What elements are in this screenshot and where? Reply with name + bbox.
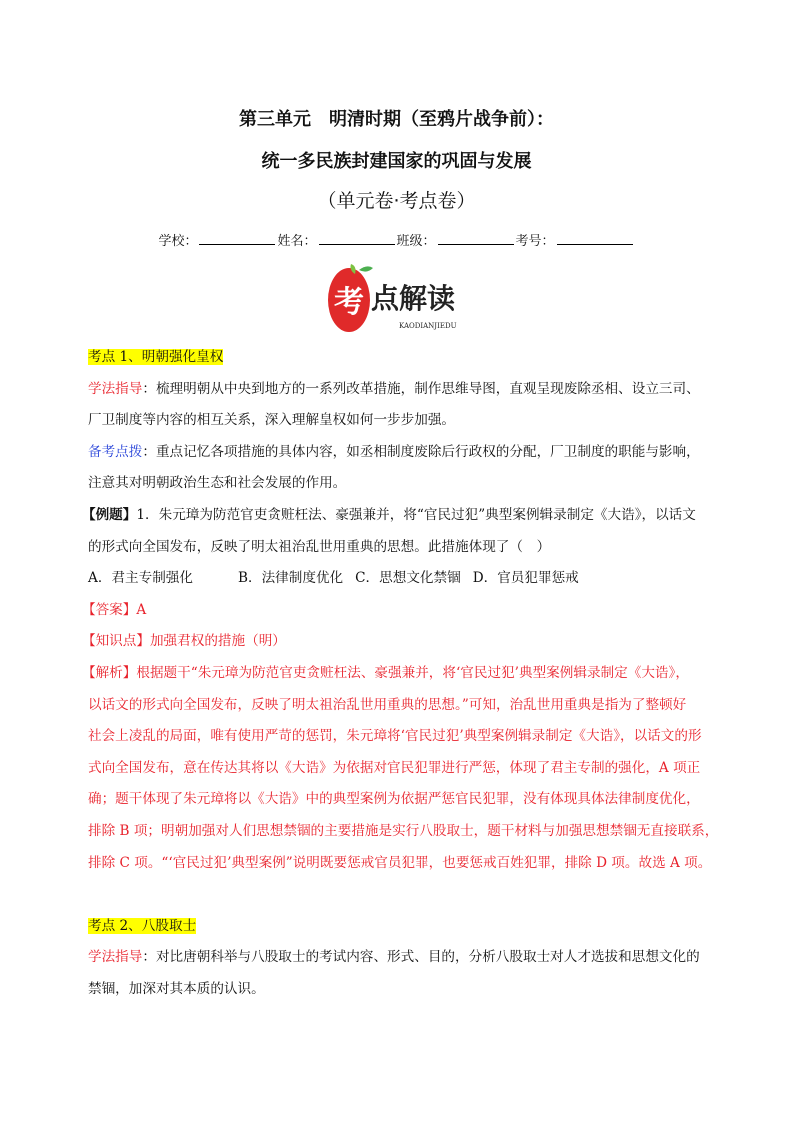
answer-label: 【答案】 bbox=[82, 601, 137, 618]
prep-text: ：重点记忆各项措施的具体内容，如丞相制度废除后行政权的分配，厂卫制度的职能与影响， bbox=[142, 443, 700, 460]
student-info-form bbox=[0, 230, 793, 249]
title-line-2: 统一多民族封建国家的巩固与发展 bbox=[261, 151, 532, 172]
kaodian-1-heading: 考点 1、明朝强化皇权 bbox=[88, 349, 224, 365]
example-text: 的形式向全国发布，反映了明太祖治乱世用重典的思想。此措施体现了（ ） bbox=[88, 538, 551, 555]
method-label: 学法指导 bbox=[88, 949, 143, 966]
school-label: 学校： bbox=[158, 234, 198, 249]
svg-text:KAODIANJIEDU: KAODIANJIEDU bbox=[399, 322, 457, 330]
analysis-text: 式向全国发布，意在传达其将以《大诰》为依据对官民犯罪进行严惩，体现了君主专制的强化，A 项正 bbox=[88, 759, 701, 776]
method-text: 禁锢，加深对其本质的认识。 bbox=[88, 980, 265, 997]
answer-value: A bbox=[136, 601, 147, 618]
name-blank[interactable] bbox=[319, 232, 395, 245]
option-c: C．思想文化禁锢 bbox=[355, 570, 461, 587]
analysis-text: 排除 B 项；明朝加强对人们思想禁锢的主要措施是实行八股取士，题干材料与加强思想禁锢无直接联系， bbox=[88, 822, 719, 839]
title-line-1: 第三单元 明清时期（至鸦片战争前）： bbox=[239, 109, 554, 130]
knowledge-label: 【知识点】 bbox=[82, 633, 150, 650]
analysis-text: 根据题干“朱元璋为防范官吏贪赃枉法、豪强兼并，将‘官民过犯’典型案例辑录制定《大诰》， bbox=[136, 664, 689, 681]
analysis-text: 确；题干体现了朱元璋将以《大诰》中的典型案例为依据严惩官民犯罪，没有体现具体法律制度优化， bbox=[88, 791, 700, 808]
svg-text:点解读: 点解读 bbox=[371, 282, 456, 315]
svg-text:考: 考 bbox=[334, 285, 364, 320]
analysis-label: 【解析】 bbox=[82, 664, 137, 681]
prep-label: 备考点拨 bbox=[88, 443, 143, 460]
class-label: 班级： bbox=[396, 234, 436, 249]
prep-text: 注意其对明朝政治生态和社会发展的作用。 bbox=[88, 475, 347, 492]
method-text: ：梳理明朝从中央到地方的一系列改革措施，制作思维导图，直观呈现废除丞相、设立三司、 bbox=[142, 380, 700, 397]
kaodian-2-heading: 考点 2、八股取士 bbox=[88, 917, 197, 934]
knowledge-value: 加强君权的措施（明） bbox=[149, 633, 286, 650]
option-a: A．君主专制强化 bbox=[88, 570, 193, 587]
example-label: 【例题】 bbox=[82, 506, 137, 523]
analysis-text: 社会上凌乱的局面，唯有使用严苛的惩罚，朱元璋将‘官民过犯’典型案例辑录制定《大诰》，以话文的形 bbox=[88, 728, 702, 745]
analysis-text: 以话文的形式向全国发布，反映了明太祖治乱世用重典的思想。”可知，治乱世用重典是指为了整顿好 bbox=[88, 696, 687, 713]
subtitle: （单元卷·考点卷） bbox=[317, 190, 476, 212]
example-text: 1．朱元璋为防范官吏贪赃枉法、豪强兼并，将“官民过犯”典型案例辑录制定《大诰》，以话文 bbox=[136, 506, 696, 523]
school-blank[interactable] bbox=[199, 232, 275, 245]
option-b: B．法律制度优化 bbox=[238, 570, 344, 587]
option-d: D．官员犯罪惩戒 bbox=[472, 570, 579, 587]
kaodian-jiedu-logo bbox=[327, 262, 487, 334]
method-label: 学法指导 bbox=[88, 380, 143, 397]
name-label: 姓名： bbox=[277, 234, 317, 249]
analysis-text: 排除 C 项。“‘官民过犯’典型案例”说明既要惩戒官员犯罪，也要惩戒百姓犯罪，排除 D 项。故选 A 项。 bbox=[88, 854, 712, 871]
number-blank[interactable] bbox=[557, 232, 633, 245]
options bbox=[88, 563, 718, 595]
number-label: 考号： bbox=[515, 234, 555, 249]
content bbox=[82, 342, 719, 1005]
method-text: ：对比唐朝科举与八股取士的考试内容、形式、目的，分析八股取士对人才选拔和思想文化的 bbox=[142, 949, 700, 966]
class-blank[interactable] bbox=[438, 232, 514, 245]
method-text: 厂卫制度等内容的相互关系，深入理解皇权如何一步步加强。 bbox=[88, 412, 456, 429]
